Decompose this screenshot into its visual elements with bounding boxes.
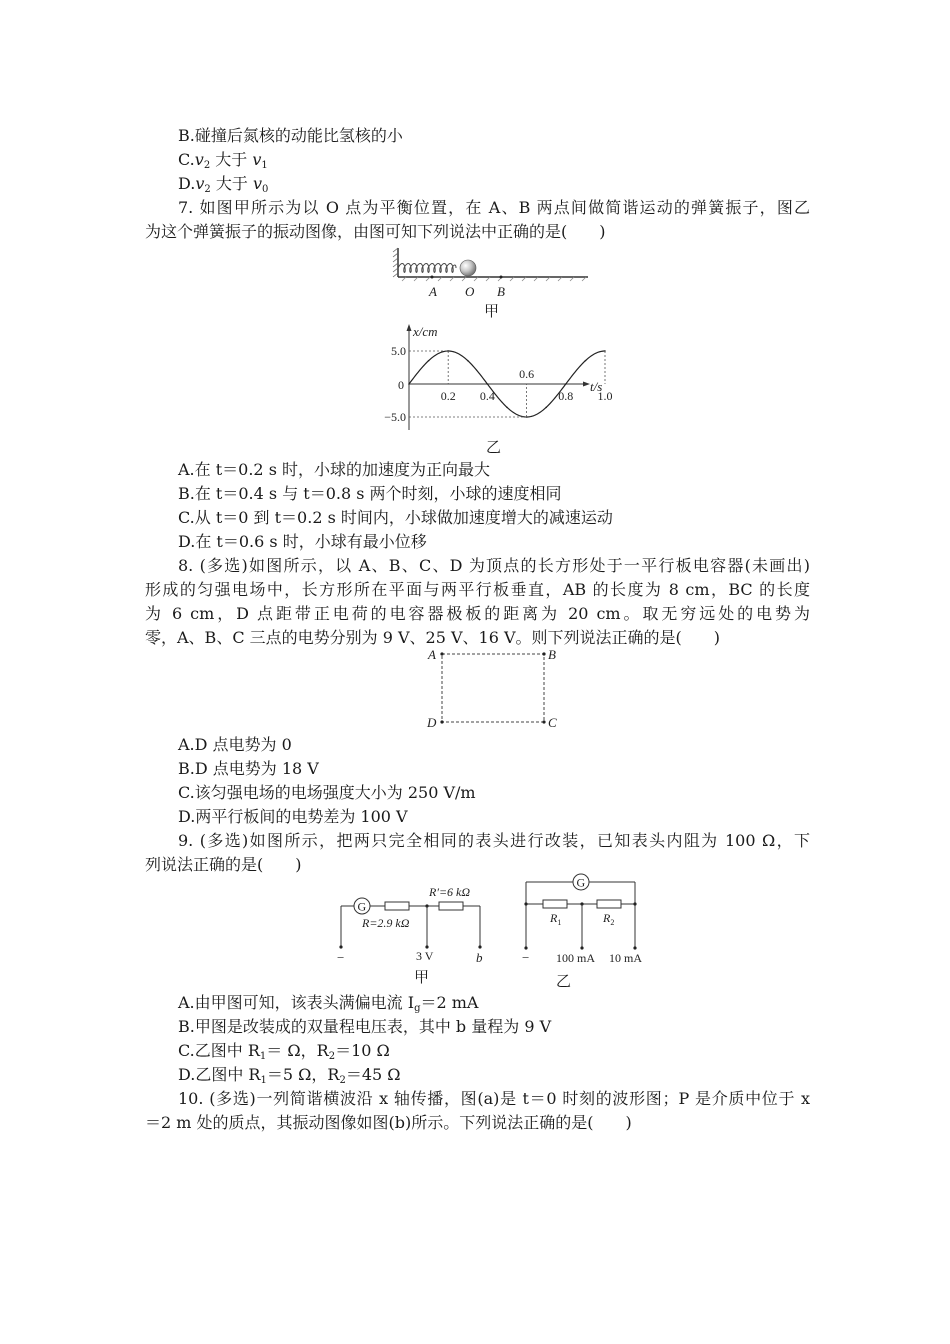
terminal-100ma: 100 mA — [556, 951, 595, 965]
resistor-r-prime — [439, 902, 463, 910]
label-a: A — [429, 284, 437, 299]
label-r2: $R_2$ — [603, 911, 615, 927]
q7-option-a: A.在 t＝0.2 s 时，小球的加速度为正向最大 — [178, 460, 490, 479]
circuit-jia-figure — [332, 880, 502, 970]
x-tick-label-2: 0.6 — [519, 367, 535, 381]
x-tick-label-4: 1.0 — [597, 389, 613, 403]
q8-option-a: A.D 点电势为 0 — [178, 735, 292, 754]
label-b: B — [497, 284, 505, 299]
y-tick-label-2: −5.0 — [384, 410, 406, 424]
q7-option-d: D.在 t＝0.6 s 时，小球有最小位移 — [178, 532, 427, 551]
vibration-graph — [360, 320, 630, 435]
label-o: O — [465, 284, 475, 299]
y-axis-arrow — [407, 324, 412, 331]
q8-option-b: B.D 点电势为 18 V — [178, 759, 319, 778]
vertex-b: B — [548, 647, 556, 662]
data-point-9 — [585, 360, 587, 362]
resistor-r1 — [543, 900, 567, 908]
rectangle-abcd-figure — [425, 646, 565, 731]
vertex-c: C — [548, 715, 557, 730]
x-tick-label-1: 0.4 — [479, 389, 495, 403]
fig-yi-caption: 乙 — [486, 438, 502, 456]
x-axis-arrow — [583, 382, 590, 387]
terminal-3v: 3 V — [416, 949, 434, 963]
resistor-r2 — [597, 900, 621, 908]
q10-stem-line-2: ＝2 m 处的质点，其振动图像如图(b)所示。下列说法正确的是( ) — [145, 1113, 632, 1132]
x-axis-label: t/s — [590, 379, 603, 394]
q6-option-c: $C.v_2$ 大于 $v_1$ — [178, 150, 268, 171]
q10-stem-line-1: 10. (多选)一列简谐横波沿 x 轴传播，图(a)是 t＝0 时刻的波形图；P 是介质中位于 x — [178, 1089, 810, 1108]
x-tick-label-0: 0.2 — [440, 389, 456, 403]
q6-option-d: $D.v_2$ 大于 $v_0$ — [178, 174, 269, 195]
vertex-a: A — [428, 647, 436, 662]
label-r: R=2.9 kΩ — [362, 916, 410, 930]
q7-stem-line-2: 为这个弹簧振子的振动图像，由图可知下列说法中正确的是( ) — [145, 222, 606, 241]
q8-stem-line-1: 8. (多选)如图所示，以 A、B、C、D 为顶点的长方形处于一平行板电容器(未画出) — [178, 556, 810, 575]
data-point-1 — [428, 360, 430, 362]
q7-option-c: C.从 t＝0 到 t＝0.2 s 时间内，小球做加速度增大的减速运动 — [178, 508, 613, 527]
q8-stem-line-3: 为 6 cm，D 点距带正电荷的电容器极板的距离为 20 cm。取无穷远处的电势为 — [145, 604, 810, 623]
data-point-5 — [506, 407, 508, 409]
x-tick-label-3: 0.8 — [558, 389, 574, 403]
data-point-3 — [467, 360, 469, 362]
fig-jia-caption: 甲 — [484, 302, 500, 320]
svg-text:G: G — [576, 875, 586, 890]
q9-stem-line-2: 列说法正确的是( ) — [145, 855, 302, 874]
q8-option-c: C.该匀强电场的电场强度大小为 250 V/m — [178, 783, 476, 802]
label-r1: $R_1$ — [550, 911, 562, 927]
spring-oscillator-figure — [390, 246, 600, 302]
q9-option-d: D.乙图中 $R_1=5$ Ω，$R_2=45$ Ω — [178, 1065, 401, 1086]
oscillator-ball — [460, 260, 476, 276]
q9-option-a: A.由甲图可知，该表头满偏电流 $I_g=2$ mA — [178, 993, 479, 1014]
q9-option-c: C.乙图中 $R_1= \Omega$，$R_2=10$ Ω — [178, 1041, 390, 1062]
terminal-b: b — [476, 950, 483, 965]
circuit-yi-figure — [514, 870, 664, 970]
y-tick-label-0: 5.0 — [391, 344, 406, 358]
terminal-10ma: 10 mA — [609, 951, 642, 965]
q7-stem-line-1: 7. 如图甲所示为以 O 点为平衡位置，在 A、B 两点间做简谐运动的弹簧振子，图乙 — [178, 198, 810, 217]
vertex-d: D — [427, 715, 437, 730]
data-point-8 — [565, 383, 567, 385]
data-point-7 — [545, 407, 547, 409]
q7-option-b: B.在 t＝0.4 s 与 t＝0.8 s 两个时刻，小球的速度相同 — [178, 484, 562, 503]
resistor-r — [385, 902, 409, 910]
q8-option-d: D.两平行板间的电势差为 100 V — [178, 807, 408, 826]
data-point-0 — [408, 383, 410, 385]
terminal-minus: − — [337, 950, 345, 965]
y-axis-label: x/cm — [413, 324, 438, 339]
circuit-yi-caption: 乙 — [556, 972, 572, 990]
circuit-jia-caption: 甲 — [414, 968, 430, 986]
q8-stem-line-4: 零，A、B、C 三点的电势分别为 9 V、25 V、16 V。则下列说法正确的是( ) — [145, 628, 721, 647]
svg-text:G: G — [357, 899, 367, 914]
q6-option-b: B.碰撞后氮核的动能比氢核的小 — [178, 126, 403, 145]
origin-label: 0 — [398, 378, 404, 392]
q8-stem-line-2: 形成的匀强电场中，长方形所在平面与两平行板垂直，AB 的长度为 8 cm，BC 的长度 — [145, 580, 810, 599]
terminal-minus: − — [522, 950, 530, 965]
q9-option-b: B.甲图是改装成的双量程电压表，其中 b 量程为 9 V — [178, 1017, 552, 1036]
label-r-prime: R′=6 kΩ — [429, 885, 471, 899]
data-point-4 — [487, 383, 489, 385]
q9-stem-line-1: 9. (多选)如图所示，把两只完全相同的表头进行改装，已知表头内阻为 100 Ω，下 — [178, 831, 810, 850]
